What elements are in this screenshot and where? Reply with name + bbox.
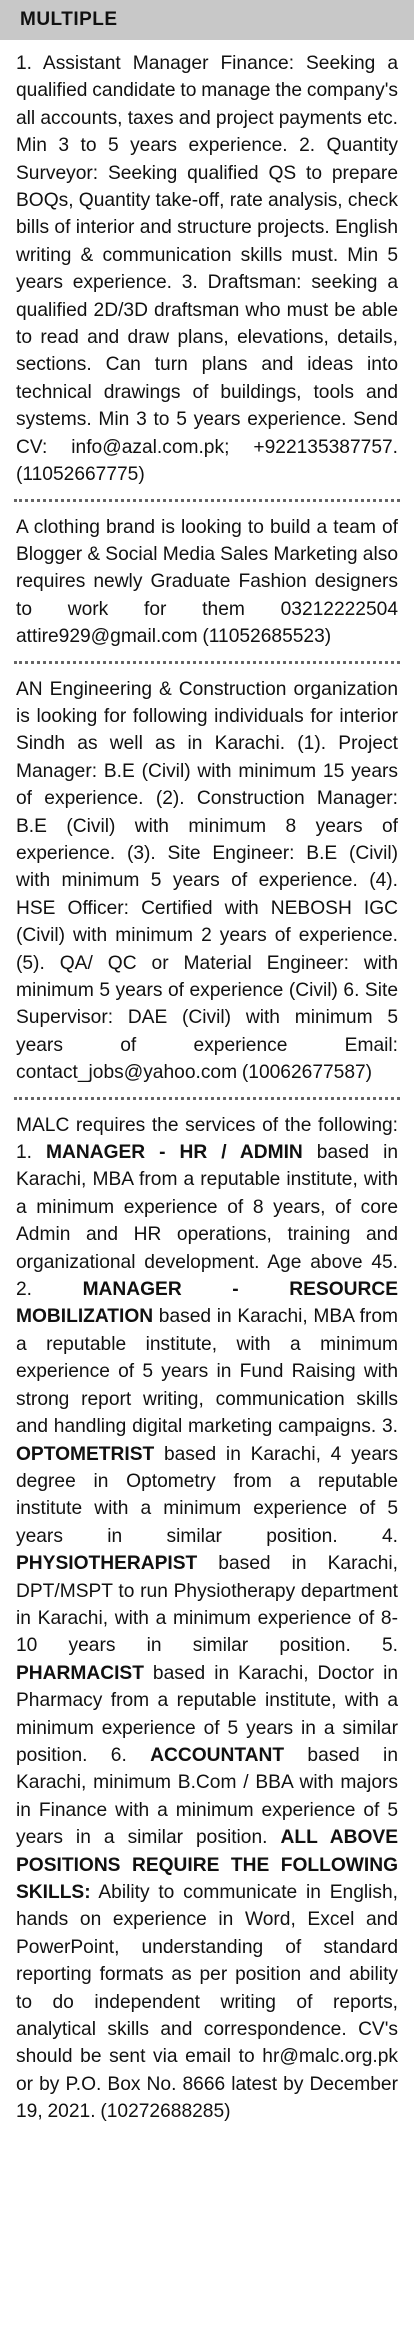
section-header: MULTIPLE xyxy=(0,0,414,40)
ad-text: 1. Assistant Manager Finance: Seeking a qualified candidate to manage the company's all accounts, taxes and project payments etc. Min 3 to 5 years experience. 2. Quantity Surveyor: Seeking qualified QS to prepare BOQs, Quantity take-off, rate analysis, check bills of interior and structure projects. English writing & communication skills must. Min 5 years experience. 3. Draftsman: seeking a qualified 2D/3D draftsman who must be able to read and draw plans, elevations, details, sections. Can turn plans and ideas into technical drawings of buildings, tools and systems. Min 3 to 5 years experience. Send CV: info@azal.com.pk; +922135387757. (11052667775) xyxy=(16,53,398,486)
ad-text: Ability to communicate in English, hands on experience in Word, Excel and PowerPoint, understanding of standard reporting formats as per position and ability to do independent writing of reports, analytical skills and correspondence. CV's should be sent via email to hr@malc.org.pk or by P.O. Box No. 8666 latest by December 19, 2021. (10272688285) xyxy=(16,1882,398,2123)
ad-malc-positions xyxy=(14,1102,400,2134)
ad-engineering-construction xyxy=(14,666,400,1095)
ad-text: MALC requires the services of the following: 1. xyxy=(16,1114,398,1164)
ad-azal-finance-qs-draftsman xyxy=(14,40,400,497)
ad-divider xyxy=(14,499,400,502)
ad-bold-text: ACCOUNTANT xyxy=(150,1744,285,1766)
ad-text: based in Karachi, MBA from a reputable institute, with a minimum experience of 8 years, of core Admin and HR operations, training and organizational development. Age above 45. 2. xyxy=(16,1142,399,1301)
ad-bold-text: OPTOMETRIST xyxy=(16,1443,155,1465)
ad-bold-text: MANAGER - HR / ADMIN xyxy=(46,1142,303,1164)
ad-text: based in Karachi, minimum B.Com / BBA with majors in Finance with a minimum experience of 5 years in a similar position. xyxy=(16,1744,398,1849)
ad-text: AN Engineering & Construction organization is looking for following individuals for interior Sindh as well as in Karachi. (1). Project Manager: B.E (Civil) with minimum 15 years of experience. (2). Construction Manager: B.E (Civil) with minimum 8 years of experience. (3). Site Engineer: B.E (Civil) with minimum 5 years of experience. (4). HSE Officer: Certified with NEBOSH IGC (Civil) with minimum 2 years of experience. (5). QA/ QC or Material Engineer: with minimum 5 years of experience (Civil) 6. Site Supervisor: DAE (Civil) with minimum 5 years of experience Email: contact_jobs@yahoo.com (10062677587) xyxy=(16,678,398,1084)
ad-text: based in Karachi, MBA from a reputable institute, with a minimum experience of 5 years in Fund Raising with strong report writing, communication skills and handling digital marketing campaigns. 3. xyxy=(16,1306,398,1438)
ad-bold-text: MANAGER - RESOURCE MOBILIZATION xyxy=(16,1279,398,1328)
ad-divider xyxy=(14,1097,400,1100)
ad-clothing-brand xyxy=(14,504,400,659)
ad-bold-text: PHARMACIST xyxy=(16,1662,144,1684)
ad-bold-text: ALL ABOVE POSITIONS REQUIRE THE FOLLOWING SKILLS: xyxy=(16,1827,398,1903)
ad-bold-text: PHYSIOTHERAPIST xyxy=(16,1553,198,1575)
ad-text: based in Karachi, Doctor in Pharmacy from a reputable institute, with a minimum experience of 5 years in a similar position. 6. xyxy=(16,1662,398,1766)
ad-text: based in Karachi, DPT/MSPT to run Physiotherapy department in Karachi, with a minimum experience of 8-10 years in similar position. 5. xyxy=(16,1553,398,1657)
ad-text: based in Karachi, 4 years degree in Optometry from a reputable institute with a minimum experience of 5 years in similar position. 4. xyxy=(16,1443,398,1547)
ad-divider xyxy=(14,661,400,664)
ad-text: A clothing brand is looking to build a team of Blogger & Social Media Sales Marketing also requires newly Graduate Fashion designers to work for them 03212222504 attire929@gmail.com (11052685523) xyxy=(16,516,398,648)
